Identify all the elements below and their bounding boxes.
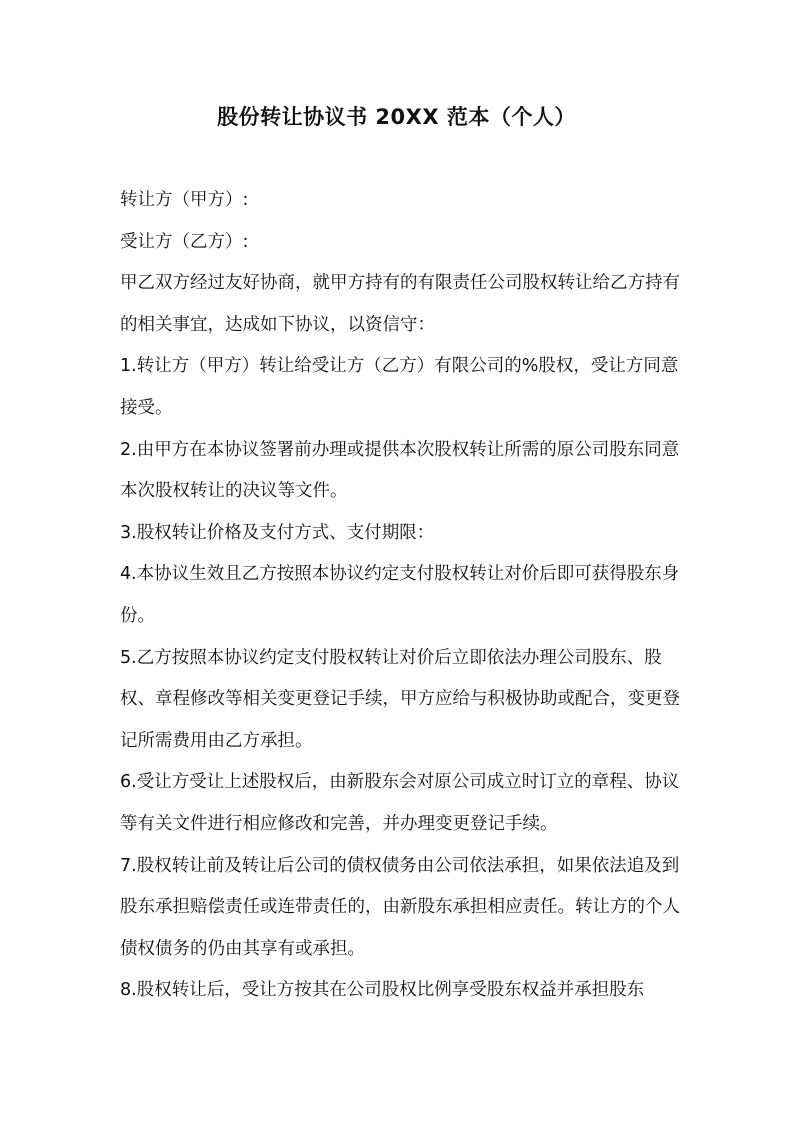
paragraph-clause-8: 8.股权转让后，受让方按其在公司股权比例享受股东权益并承担股东 bbox=[120, 980, 645, 1001]
paragraph-clause-5: 5.乙方按照本协议约定支付股权转让对价后立即依法办理公司股东、股权、章程修改等相关变更登记手续，甲方应给与积极协助或配合，变更登记所需费用由乙方承担。 bbox=[120, 647, 680, 751]
paragraph-clause-4: 4.本协议生效且乙方按照本协议约定支付股权转让对价后即可获得股东身份。 bbox=[120, 564, 680, 626]
document-body bbox=[120, 180, 680, 1012]
paragraph-clause-2: 2.由甲方在本协议签署前办理或提供本次股权转让所需的原公司股东同意本次股权转让的决议等文件。 bbox=[120, 439, 680, 502]
paragraph-clause-6: 6.受让方受让上述股权后，由新股东会对原公司成立时订立的章程、协议等有关文件进行相应修改和完善，并办理变更登记手续。 bbox=[120, 772, 680, 834]
paragraph-transferee: 受让方（乙方）: bbox=[120, 231, 249, 252]
paragraph-clause-3: 3.股权转让价格及支付方式、支付期限： bbox=[120, 522, 435, 543]
paragraph-clause-1: 1.转让方（甲方）转让给受让方（乙方）有限公司的%股权，受让方同意接受。 bbox=[120, 356, 679, 418]
paragraph-transferor: 转让方（甲方）: bbox=[120, 190, 249, 210]
document-title: 股份转让协议书 20XX 范本（个人） bbox=[217, 105, 576, 129]
paragraph-preamble: 甲乙双方经过友好协商，就甲方持有的有限责任公司股权转让给乙方持有的相关事宜，达成如下协议，以资信守： bbox=[120, 273, 680, 335]
paragraph-clause-7: 7.股权转让前及转让后公司的债权债务由公司依法承担，如果依法追及到股东承担赔偿责任或连带责任的，由新股东承担相应责任。转让方的个人债权债务的仍由其享有或承担。 bbox=[120, 855, 680, 959]
